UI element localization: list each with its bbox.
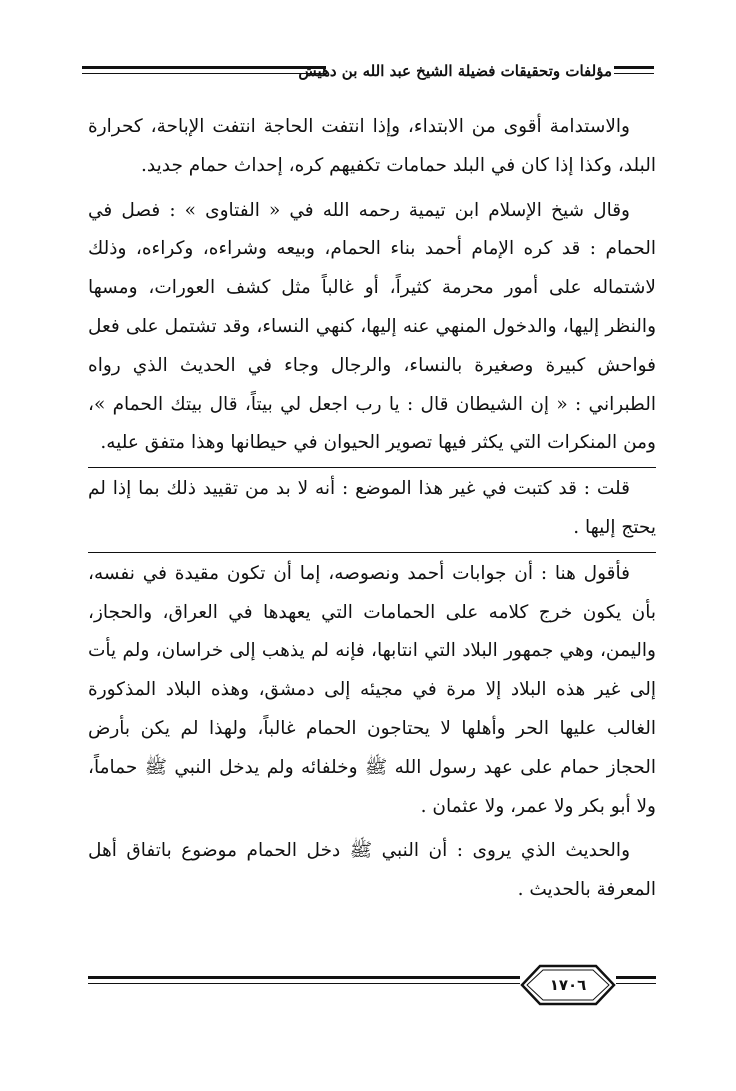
header-rule-left-thin [82,73,326,74]
running-header-title: مؤلفات وتحقيقات فضيلة الشيخ عبد الله بن دهيش [298,62,612,80]
header-rule-right-thin [614,73,654,74]
page-number: ١٧٠٦ [549,976,587,994]
paragraph-1: والاستدامة أقوى من الابتداء، وإذا انتفت الحاجة انتفت الإباحة، كحرارة البلد، وكذا إذا كان في البلد حمامات تكفيهم كره، إحداث حمام جديد. [88,116,656,176]
footer-rule-right-thin [616,983,656,984]
paragraph-5: والحديث الذي يروى : أن النبي ﷺ دخل الحمام موضوع باتفاق أهل المعرفة بالحديث . [88,840,656,901]
header-rule-right-thick [614,66,654,69]
footer-rule-right-thick [616,976,656,979]
footer-rule-left-thin [88,983,520,984]
paragraph-3: قلت : قد كتبت في غير هذا الموضع : أنه لا بد من تقييد ذلك بما إذا لم يحتج إليها . [88,467,656,548]
paragraph-2: وقال شيخ الإسلام ابن تيمية رحمه الله في « الفتاوى » : فصل في الحمام : قد كره الإمام أحمد بناء الحمام، وبيعه وشراءه، وكراءه، وذلك لاشتماله على أمور محرمة كثيراً، أو غالباً مثل كشف العورات، ومسها والنظر إليها، والدخول المنهي عنه إليها، كنهي النساء، وقد تشتمل على فعل فواحش كبيرة وصغيرة بالنساء، والرجال وجاء في الحديث الذي رواه الطبراني : « إن الشيطان قال : يا رب اجعل لي بيتاً، قال بيتك الحمام »، ومن المنكرات التي يكثر فيها تصوير الحيوان في حيطانها وهذا متفق عليه. [88,199,656,454]
header-rule-left-thick [82,66,326,69]
paragraph-4: فأقول هنا : أن جوابات أحمد ونصوصه، إما أن تكون مقيدة في نفسه، بأن يكون خرج كلامه على الحمامات التي يعهدها في العراق، والحجاز، واليمن، وهي جمهور البلاد التي انتابها، فإنه لم يذهب إلى خراسان، ولم يأت إلى غير هذه البلاد إلا مرة في مجيئه إلى دمشق، وهذه البلاد المذكورة الغالب عليها الحر وأهلها لا يحتاجون الحمام غالباً، ولهذا لم يكن بأرض الحجاز حمام على عهد رسول الله ﷺ وخلفائه ولم يدخل النبي ﷺ حماماً، ولا أبو بكر ولا عمر، ولا عثمان . [88,552,656,827]
footer-rule-left-thick [88,976,520,979]
body-text [88,108,656,910]
